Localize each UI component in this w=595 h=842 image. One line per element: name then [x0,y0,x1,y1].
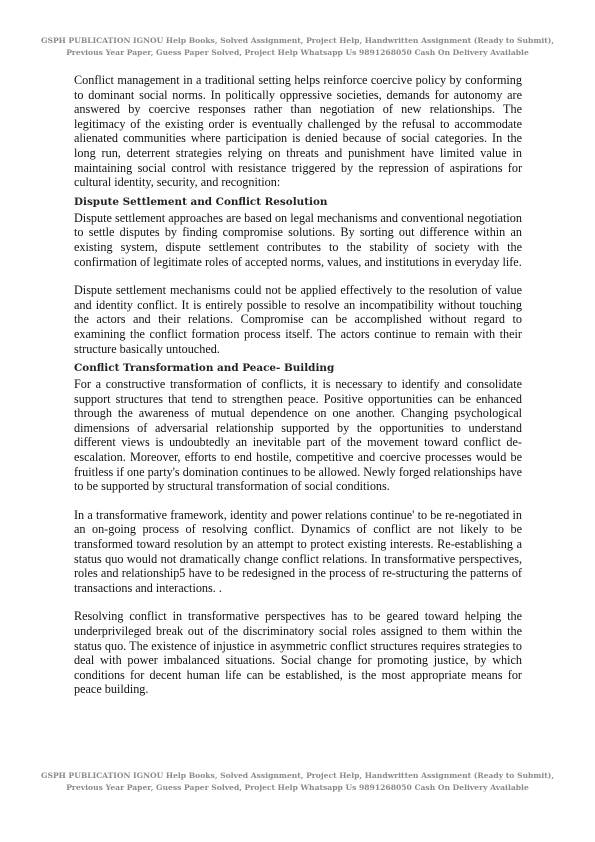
document-body [74,73,522,697]
paragraph-transformative-framework: In a transformative framework, identity and power relations continue' to be re-negotiated in an on-going process of resolving conflict. Dynamics of conflict are not likely to be transformed toward resolution by an attempt to protect existing interests. Re-establishing a status quo would not dramatically change conflict relations. In transformative perspectives, roles and relationship5 have to be redesigned in the process of re-structuring the patterns of transactions and interactions. . [74,507,522,595]
paragraph-dispute-settlement: Dispute settlement approaches are based on legal mechanisms and conventional negotiation to settle disputes by finding compromise solutions. By sorting out difference within an existing system, dispute settlement contributes to the stability of society with the confirmation of legitimate roles of accepted norms, values, and institutions in everyday life. [74,210,522,269]
paragraph-dispute-mechanisms: Dispute settlement mechanisms could not be applied effectively to the resolution of value and identity conflict. It is entirely possible to resolve an incompatibility without touching the actors and their relations. Compromise can be accomplished without regard to examining the conflict formation process itself. The actors continue to remain with their structure basically untouched. [74,283,522,356]
paragraph-resolving-conflict: Resolving conflict in transformative perspectives has to be geared toward helping the underprivileged break out of the discriminatory social roles assigned to them within the status quo. The existence of injustice in asymmetric conflict structures requires strategies to deal with power imbalanced situations. Social change for promoting justice, by which conditions for decent human life can be established, is the most appropriate means for peace building. [74,609,522,697]
section-heading-dispute-settlement: Dispute Settlement and Conflict Resolution [74,195,328,208]
header-banner: GSPH PUBLICATION IGNOU Help Books, Solved Assignment, Project Help, Handwritten Assignment (Ready to Submit), Previous Year Paper, Guess Paper Solved, Project Help Whatsapp Us 9891268050 Cash On Delivery Available [40,36,554,57]
paragraph-conflict-management: Conflict management in a traditional setting helps reinforce coercive policy by conforming to dominant social norms. In politically oppressive societies, demands for autonomy are answered by coercive responses rather than negotiation of new relationships. The legitimacy of the existing order is eventually challenged by the refusal to accommodate alienated communities where participation is denied because of social categories. In the long run, deterrent strategies relying on threats and punishment have limited value in maintaining social control with resistance triggered by the repression of aspirations for cultural identity, security, and recognition: [74,73,522,190]
section-heading-conflict-transformation: Conflict Transformation and Peace- Building [74,362,335,375]
paragraph-constructive-transformation: For a constructive transformation of conflicts, it is necessary to identify and consolidate support structures that tend to strengthen peace. Positive opportunities can be enhanced through the awareness of mutual dependence on one another. Changing psychological dimensions of adversarial relationship supported by the opportunities to understand different views is undoubtedly an inevitable part of the movement toward conflict de-escalation. Moreover, efforts to end hostile, competitive and coercive processes would be fruitless if one party's domination continues to be allowed. Newly forged relationships have to be supported by structural transformation of social conditions. [74,377,522,494]
footer-banner: GSPH PUBLICATION IGNOU Help Books, Solved Assignment, Project Help, Handwritten Assignment (Ready to Submit), Previous Year Paper, Guess Paper Solved, Project Help Whatsapp Us 9891268050 Cash On Delivery Available [40,771,554,792]
